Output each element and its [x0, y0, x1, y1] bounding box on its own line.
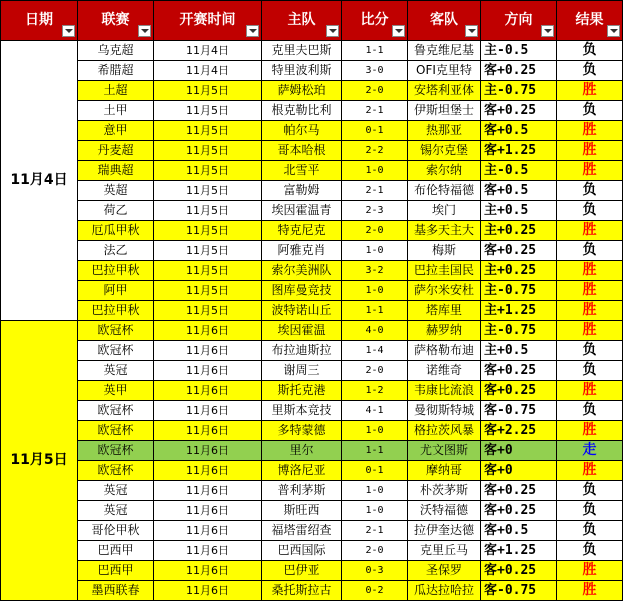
header-row: [1, 1, 623, 41]
score-cell: 3-2: [342, 261, 408, 281]
away-cell: 萨尔米安杜: [408, 281, 481, 301]
home-cell: 特克尼克: [262, 221, 342, 241]
table-row: [1, 101, 623, 121]
home-cell: 埃因霍温青: [262, 201, 342, 221]
away-cell: 埃门: [408, 201, 481, 221]
away-cell: 布伦特福德: [408, 181, 481, 201]
header-away: [408, 1, 481, 41]
home-cell: 谢周三: [262, 361, 342, 381]
header-label: 主队: [287, 12, 316, 28]
league-cell: 欧冠杯: [78, 441, 154, 461]
filter-dropdown-icon[interactable]: [246, 25, 259, 37]
table-row: [1, 481, 623, 501]
table-row: [1, 461, 623, 481]
result-cell: 负: [557, 41, 623, 61]
home-cell: 博洛尼亚: [262, 461, 342, 481]
filter-dropdown-icon[interactable]: [541, 25, 554, 37]
table-row: [1, 361, 623, 381]
dir-cell: 客+0: [481, 461, 557, 481]
league-cell: 欧冠杯: [78, 421, 154, 441]
time-cell: 11月4日: [154, 61, 262, 81]
dir-cell: 主+0.25: [481, 221, 557, 241]
league-cell: 英冠: [78, 481, 154, 501]
home-cell: 福塔雷绍查: [262, 521, 342, 541]
score-cell: 0-1: [342, 121, 408, 141]
header-label: 方向: [504, 12, 533, 28]
score-cell: 2-3: [342, 201, 408, 221]
table-row: [1, 241, 623, 261]
result-cell: 胜: [557, 281, 623, 301]
score-cell: 1-0: [342, 241, 408, 261]
table-row: [1, 141, 623, 161]
result-cell: 胜: [557, 321, 623, 341]
time-cell: 11月5日: [154, 281, 262, 301]
dir-cell: 主-0.5: [481, 161, 557, 181]
result-cell: 胜: [557, 461, 623, 481]
score-cell: 1-0: [342, 481, 408, 501]
dir-cell: 客+0.5: [481, 521, 557, 541]
league-cell: 英甲: [78, 381, 154, 401]
header-direction: [481, 1, 557, 41]
league-cell: 意甲: [78, 121, 154, 141]
home-cell: 富勒姆: [262, 181, 342, 201]
score-cell: 1-2: [342, 381, 408, 401]
home-cell: 布拉迪斯拉: [262, 341, 342, 361]
score-cell: 2-1: [342, 101, 408, 121]
result-cell: 胜: [557, 561, 623, 581]
header-label: 结果: [575, 12, 604, 28]
result-cell: 负: [557, 341, 623, 361]
header-time: [154, 1, 262, 41]
league-cell: 瑞典超: [78, 161, 154, 181]
time-cell: 11月5日: [154, 301, 262, 321]
header-league: [78, 1, 154, 41]
time-cell: 11月5日: [154, 181, 262, 201]
result-cell: 负: [557, 401, 623, 421]
score-cell: 2-1: [342, 521, 408, 541]
dir-cell: 主-0.75: [481, 321, 557, 341]
score-cell: 1-0: [342, 161, 408, 181]
dir-cell: 主-0.75: [481, 81, 557, 101]
away-cell: 赫罗纳: [408, 321, 481, 341]
dir-cell: 客+0.25: [481, 241, 557, 261]
home-cell: 多特蒙德: [262, 421, 342, 441]
table-row: [1, 41, 623, 61]
time-cell: 11月5日: [154, 161, 262, 181]
time-cell: 11月6日: [154, 481, 262, 501]
table-row: [1, 421, 623, 441]
time-cell: 11月5日: [154, 141, 262, 161]
dir-cell: 主+0.5: [481, 201, 557, 221]
table-row: [1, 121, 623, 141]
time-cell: 11月6日: [154, 461, 262, 481]
home-cell: 里尔: [262, 441, 342, 461]
home-cell: 萨姆松珀: [262, 81, 342, 101]
score-cell: 2-1: [342, 181, 408, 201]
away-cell: 克里丘马: [408, 541, 481, 561]
home-cell: 特里波利斯: [262, 61, 342, 81]
league-cell: 法乙: [78, 241, 154, 261]
time-cell: 11月6日: [154, 581, 262, 601]
table-body: [1, 41, 623, 601]
result-cell: 负: [557, 521, 623, 541]
home-cell: 图库曼竞技: [262, 281, 342, 301]
dir-cell: 主+1.25: [481, 301, 557, 321]
score-cell: 0-3: [342, 561, 408, 581]
table-row: [1, 221, 623, 241]
header-label: 比分: [360, 12, 389, 28]
result-cell: 胜: [557, 421, 623, 441]
league-cell: 英冠: [78, 501, 154, 521]
away-cell: 韦康比流浪: [408, 381, 481, 401]
filter-dropdown-icon[interactable]: [138, 25, 151, 37]
league-cell: 荷乙: [78, 201, 154, 221]
result-cell: 走: [557, 441, 623, 461]
time-cell: 11月4日: [154, 41, 262, 61]
dir-cell: 客+0: [481, 441, 557, 461]
result-cell: 负: [557, 361, 623, 381]
league-cell: 希腊超: [78, 61, 154, 81]
away-cell: OFI克里特: [408, 61, 481, 81]
table-row: [1, 581, 623, 601]
result-cell: 负: [557, 101, 623, 121]
time-cell: 11月6日: [154, 521, 262, 541]
header-result: [557, 1, 623, 41]
home-cell: 巴西国际: [262, 541, 342, 561]
time-cell: 11月6日: [154, 421, 262, 441]
dir-cell: 客+0.25: [481, 61, 557, 81]
result-cell: 负: [557, 61, 623, 81]
home-cell: 巴伊亚: [262, 561, 342, 581]
header-label: 日期: [25, 12, 53, 28]
away-cell: 巴拉圭国民: [408, 261, 481, 281]
result-cell: 负: [557, 541, 623, 561]
away-cell: 萨格勒布迪: [408, 341, 481, 361]
filter-dropdown-icon[interactable]: [607, 25, 620, 37]
away-cell: 诺维奇: [408, 361, 481, 381]
dir-cell: 客+0.25: [481, 381, 557, 401]
table-row: [1, 381, 623, 401]
home-cell: 里斯本竞技: [262, 401, 342, 421]
result-cell: 胜: [557, 141, 623, 161]
score-cell: 1-0: [342, 501, 408, 521]
table-row: [1, 401, 623, 421]
away-cell: 塔库里: [408, 301, 481, 321]
league-cell: 英超: [78, 181, 154, 201]
table-row: [1, 281, 623, 301]
date-cell: 11月4日: [1, 41, 78, 321]
filter-dropdown-icon[interactable]: [465, 25, 478, 37]
result-cell: 胜: [557, 161, 623, 181]
time-cell: 11月5日: [154, 261, 262, 281]
score-cell: 0-2: [342, 581, 408, 601]
header-label: 联赛: [101, 12, 130, 28]
table-row: [1, 441, 623, 461]
league-cell: 欧冠杯: [78, 341, 154, 361]
dir-cell: 客-0.75: [481, 581, 557, 601]
away-cell: 沃特福德: [408, 501, 481, 521]
dir-cell: 主+0.25: [481, 261, 557, 281]
time-cell: 11月6日: [154, 361, 262, 381]
time-cell: 11月6日: [154, 441, 262, 461]
home-cell: 斯旺西: [262, 501, 342, 521]
away-cell: 格拉茨风暴: [408, 421, 481, 441]
time-cell: 11月6日: [154, 341, 262, 361]
score-cell: 1-4: [342, 341, 408, 361]
time-cell: 11月6日: [154, 541, 262, 561]
result-cell: 负: [557, 481, 623, 501]
time-cell: 11月6日: [154, 401, 262, 421]
time-cell: 11月5日: [154, 81, 262, 101]
away-cell: 索尔纳: [408, 161, 481, 181]
table-row: [1, 261, 623, 281]
score-cell: 2-0: [342, 541, 408, 561]
result-cell: 胜: [557, 121, 623, 141]
result-cell: 胜: [557, 581, 623, 601]
away-cell: 锡尔克堡: [408, 141, 481, 161]
date-cell: 11月5日: [1, 321, 78, 601]
time-cell: 11月6日: [154, 501, 262, 521]
home-cell: 北雪平: [262, 161, 342, 181]
result-cell: 负: [557, 241, 623, 261]
time-cell: 11月6日: [154, 561, 262, 581]
table-row: [1, 201, 623, 221]
table-row: [1, 81, 623, 101]
table-row: [1, 321, 623, 341]
away-cell: 伊斯坦堡士: [408, 101, 481, 121]
result-cell: 胜: [557, 81, 623, 101]
time-cell: 11月5日: [154, 121, 262, 141]
result-cell: 胜: [557, 381, 623, 401]
time-cell: 11月5日: [154, 221, 262, 241]
score-cell: 1-1: [342, 41, 408, 61]
dir-cell: 主+0.5: [481, 341, 557, 361]
time-cell: 11月5日: [154, 241, 262, 261]
dir-cell: 客+0.25: [481, 561, 557, 581]
away-cell: 瓜达拉哈拉: [408, 581, 481, 601]
league-cell: 欧冠杯: [78, 401, 154, 421]
header-label: 客队: [430, 12, 458, 28]
score-cell: 1-0: [342, 421, 408, 441]
home-cell: 哥本哈根: [262, 141, 342, 161]
home-cell: 斯托克港: [262, 381, 342, 401]
score-cell: 2-2: [342, 141, 408, 161]
table-row: [1, 561, 623, 581]
time-cell: 11月6日: [154, 321, 262, 341]
table-row: [1, 341, 623, 361]
home-cell: 桑托斯拉古: [262, 581, 342, 601]
result-cell: 胜: [557, 221, 623, 241]
league-cell: 欧冠杯: [78, 461, 154, 481]
score-cell: 1-0: [342, 281, 408, 301]
league-cell: 丹麦超: [78, 141, 154, 161]
league-cell: 欧冠杯: [78, 321, 154, 341]
result-cell: 胜: [557, 261, 623, 281]
league-cell: 巴西甲: [78, 561, 154, 581]
score-cell: 4-1: [342, 401, 408, 421]
result-cell: 负: [557, 501, 623, 521]
home-cell: 克里夫巴斯: [262, 41, 342, 61]
result-cell: 胜: [557, 301, 623, 321]
home-cell: 帕尔马: [262, 121, 342, 141]
dir-cell: 客+1.25: [481, 141, 557, 161]
time-cell: 11月5日: [154, 101, 262, 121]
table-row: [1, 181, 623, 201]
home-cell: 普利茅斯: [262, 481, 342, 501]
result-cell: 负: [557, 201, 623, 221]
header-home: [262, 1, 342, 41]
away-cell: 尤文图斯: [408, 441, 481, 461]
header-score: [342, 1, 408, 41]
away-cell: 安塔利亚体: [408, 81, 481, 101]
table-row: [1, 161, 623, 181]
dir-cell: 客+0.5: [481, 181, 557, 201]
away-cell: 摩纳哥: [408, 461, 481, 481]
home-cell: 索尔美洲队: [262, 261, 342, 281]
score-cell: 3-0: [342, 61, 408, 81]
away-cell: 拉伊奎达德: [408, 521, 481, 541]
filter-dropdown-icon[interactable]: [62, 25, 75, 37]
away-cell: 曼彻斯特城: [408, 401, 481, 421]
table-row: [1, 301, 623, 321]
league-cell: 巴拉甲秋: [78, 301, 154, 321]
score-cell: 2-0: [342, 81, 408, 101]
league-cell: 巴拉甲秋: [78, 261, 154, 281]
league-cell: 厄瓜甲秋: [78, 221, 154, 241]
dir-cell: 主-0.5: [481, 41, 557, 61]
dir-cell: 客+2.25: [481, 421, 557, 441]
dir-cell: 客-0.75: [481, 401, 557, 421]
dir-cell: 客+0.25: [481, 501, 557, 521]
dir-cell: 客+1.25: [481, 541, 557, 561]
result-cell: 负: [557, 181, 623, 201]
away-cell: 鲁克维尼基: [408, 41, 481, 61]
table-row: [1, 501, 623, 521]
score-cell: 1-1: [342, 441, 408, 461]
header-date: [1, 1, 78, 41]
filter-dropdown-icon[interactable]: [392, 25, 405, 37]
dir-cell: 客+0.25: [481, 101, 557, 121]
dir-cell: 主-0.75: [481, 281, 557, 301]
table-row: [1, 521, 623, 541]
time-cell: 11月6日: [154, 381, 262, 401]
league-cell: 阿甲: [78, 281, 154, 301]
score-cell: 0-1: [342, 461, 408, 481]
time-cell: 11月5日: [154, 201, 262, 221]
league-cell: 英冠: [78, 361, 154, 381]
league-cell: 巴西甲: [78, 541, 154, 561]
score-cell: 2-0: [342, 361, 408, 381]
away-cell: 朴茨茅斯: [408, 481, 481, 501]
league-cell: 土甲: [78, 101, 154, 121]
score-cell: 2-0: [342, 221, 408, 241]
home-cell: 阿雅克肖: [262, 241, 342, 261]
score-cell: 1-1: [342, 301, 408, 321]
dir-cell: 客+0.5: [481, 121, 557, 141]
home-cell: 波特诺山丘: [262, 301, 342, 321]
league-cell: 墨西联春: [78, 581, 154, 601]
filter-dropdown-icon[interactable]: [326, 25, 339, 37]
home-cell: 根克勒比利: [262, 101, 342, 121]
away-cell: 热那亚: [408, 121, 481, 141]
away-cell: 梅斯: [408, 241, 481, 261]
league-cell: 乌克超: [78, 41, 154, 61]
home-cell: 埃因霍温: [262, 321, 342, 341]
away-cell: 圣保罗: [408, 561, 481, 581]
dir-cell: 客+0.25: [481, 481, 557, 501]
league-cell: 哥伦甲秋: [78, 521, 154, 541]
header-label: 开赛时间: [179, 12, 236, 28]
away-cell: 基多天主大: [408, 221, 481, 241]
score-cell: 4-0: [342, 321, 408, 341]
table-row: [1, 61, 623, 81]
dir-cell: 客+0.25: [481, 361, 557, 381]
table-row: [1, 541, 623, 561]
league-cell: 土超: [78, 81, 154, 101]
